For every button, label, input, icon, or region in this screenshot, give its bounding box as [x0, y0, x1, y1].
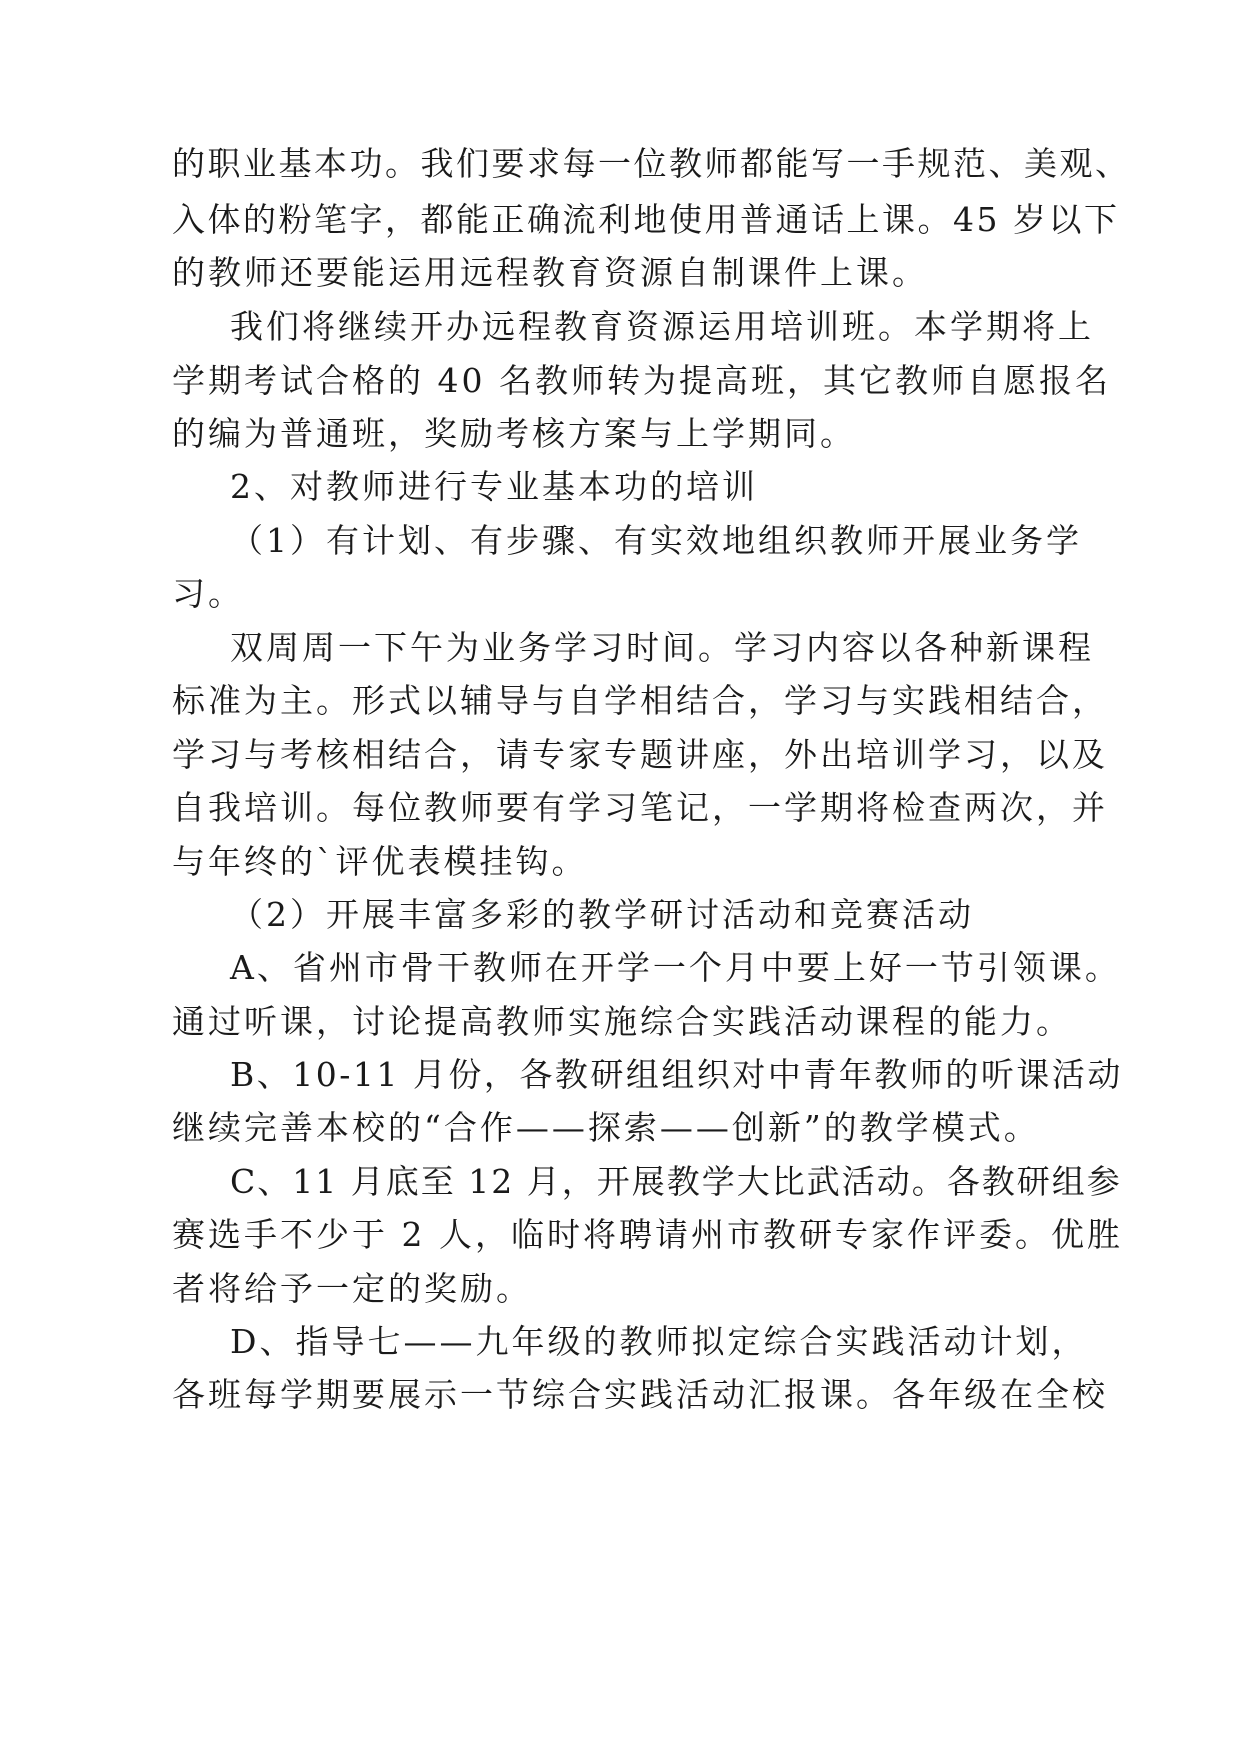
text-line: （1）有计划、有步骤、有实效地组织教师开展业务学	[230, 521, 1082, 560]
text-line: 习。	[172, 574, 244, 613]
text-line: A、省州市骨干教师在开学一个月中要上好一节引领课。	[230, 948, 1121, 987]
text-line: 各班每学期要展示一节综合实践活动汇报课。各年级在全校	[172, 1375, 1108, 1414]
text-line: 者将给予一定的奖励。	[172, 1269, 532, 1308]
text-line: 我们将继续开办远程教育资源运用培训班。本学期将上	[230, 307, 1094, 346]
text-line: 入体的粉笔字，都能正确流利地使用普通话上课。45 岁以下	[172, 200, 1120, 239]
text-line: 赛选手不少于 2 人，临时将聘请州市教研专家作评委。优胜	[172, 1215, 1123, 1254]
text-line: 与年终的`评优表模挂钩。	[172, 842, 588, 881]
text-line: 标准为主。形式以辅导与自学相结合，学习与实践相结合，	[172, 681, 1108, 720]
text-line: 继续完善本校的“合作——探索——创新”的教学模式。	[172, 1108, 1040, 1147]
text-line: 学期考试合格的 40 名教师转为提高班，其它教师自愿报名	[172, 361, 1111, 400]
text-line: 通过听课，讨论提高教师实施综合实践活动课程的能力。	[172, 1002, 1072, 1041]
text-line: 学习与考核相结合，请专家专题讲座，外出培训学习，以及	[172, 735, 1108, 774]
text-line: 的职业基本功。我们要求每一位教师都能写一手规范、美观、	[172, 144, 1131, 183]
text-line: C、11 月底至 12 月，开展教学大比武活动。各教研组参	[230, 1162, 1122, 1201]
text-line: B、10-11 月份，各教研组组织对中青年教师的听课活动	[230, 1055, 1123, 1094]
text-line: 自我培训。每位教师要有学习笔记，一学期将检查两次，并	[172, 788, 1108, 827]
text-line: 2、对教师进行专业基本功的培训	[230, 467, 758, 506]
text-line: 的编为普通班，奖励考核方案与上学期同。	[172, 414, 856, 453]
text-line: D、指导七——九年级的教师拟定综合实践活动计划，	[230, 1322, 1088, 1361]
text-line: 双周周一下午为业务学习时间。学习内容以各种新课程	[230, 628, 1094, 667]
text-line: （2）开展丰富多彩的教学研讨活动和竞赛活动	[230, 895, 974, 934]
text-line: 的教师还要能运用远程教育资源自制课件上课。	[172, 253, 928, 292]
